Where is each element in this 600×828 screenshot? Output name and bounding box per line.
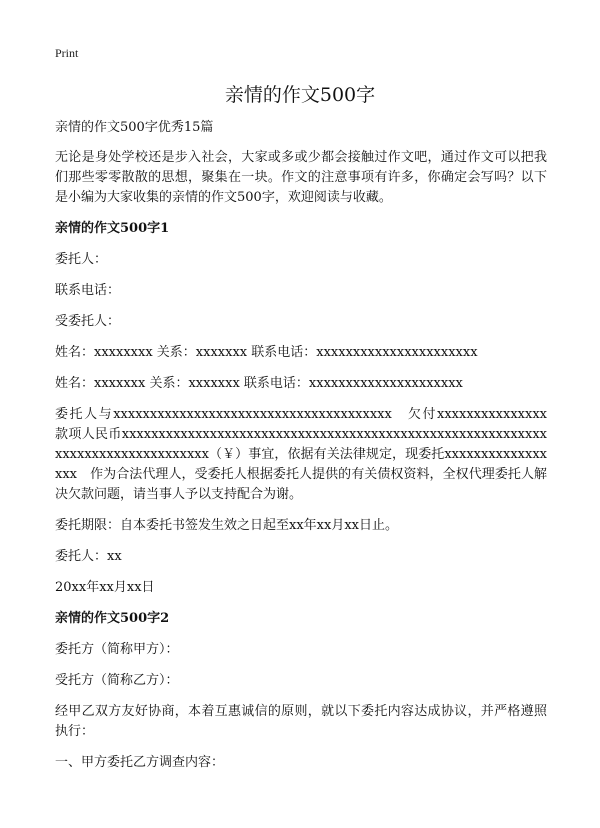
- print-link[interactable]: Print: [55, 46, 79, 60]
- page-title: 亲情的作文500字: [224, 84, 376, 106]
- authorization-period: 委托期限：自本委托书签发生效之日起至xx年xx月xx日止。: [55, 518, 398, 533]
- principal-signature: 委托人：xx: [55, 549, 122, 564]
- section-heading-2: 亲情的作文500字2: [55, 611, 170, 626]
- document-subtitle: 亲情的作文500字优秀15篇: [55, 120, 214, 135]
- contact-phone-field: 联系电话：: [55, 283, 121, 298]
- agreement-paragraph: 经甲乙双方友好协商，本着互惠诚信的原则，就以下委托内容达成协议，并严格遵照执行：: [55, 704, 547, 739]
- intro-paragraph: 无论是身处学校还是步入社会，大家或多或少都会接触过作文吧，通过作文可以把我们那些零零散散的思想，聚集在一块。作文的注意事项有许多，你确定会写吗？以下是小编为大家收集的亲情的作文500字，欢迎阅读与收藏。: [55, 150, 547, 205]
- section-heading-1: 亲情的作文500字1: [55, 221, 170, 236]
- signature-date: 20xx年xx月xx日: [55, 580, 155, 595]
- agent-info-line-2: 姓名：xxxxxxx 关系：xxxxxxx 联系电话：xxxxxxxxxxxxxxxxxxxxx: [55, 376, 463, 391]
- party-a-field: 委托方（简称甲方）：: [55, 642, 179, 657]
- principal-field: 委托人：: [55, 252, 108, 267]
- investigation-clause: 一、甲方委托乙方调查内容：: [55, 755, 225, 770]
- agent-info-line-1: 姓名：xxxxxxxx 关系：xxxxxxx 联系电话：xxxxxxxxxxxxxxxxxxxxxx: [55, 345, 478, 360]
- party-b-field: 受托方（简称乙方）：: [55, 673, 179, 688]
- document-body: [55, 118, 561, 784]
- agent-field: 受委托人：: [55, 314, 121, 329]
- authorization-paragraph: 委托人与xxxxxxxxxxxxxxxxxxxxxxxxxxxxxxxxxxxxxx 欠付xxxxxxxxxxxxxxx 款项人民币xxxxxxxxxxxxxxxxxxxxxxxxxxxxxxxxxxxxxxxxxxxxxxxxxxxxxxxxxxxxxxxxxxxxxxxxxxxxxxx（￥）事宜，依据有关法律规定，现委托xxxxxxxxxxxxxxxxx 作为合法代理人，受委托人根据委托人提供的有关债权资料，全权代理委托人解决欠款问题，请当事人予以支持配合为谢。: [55, 407, 561, 502]
